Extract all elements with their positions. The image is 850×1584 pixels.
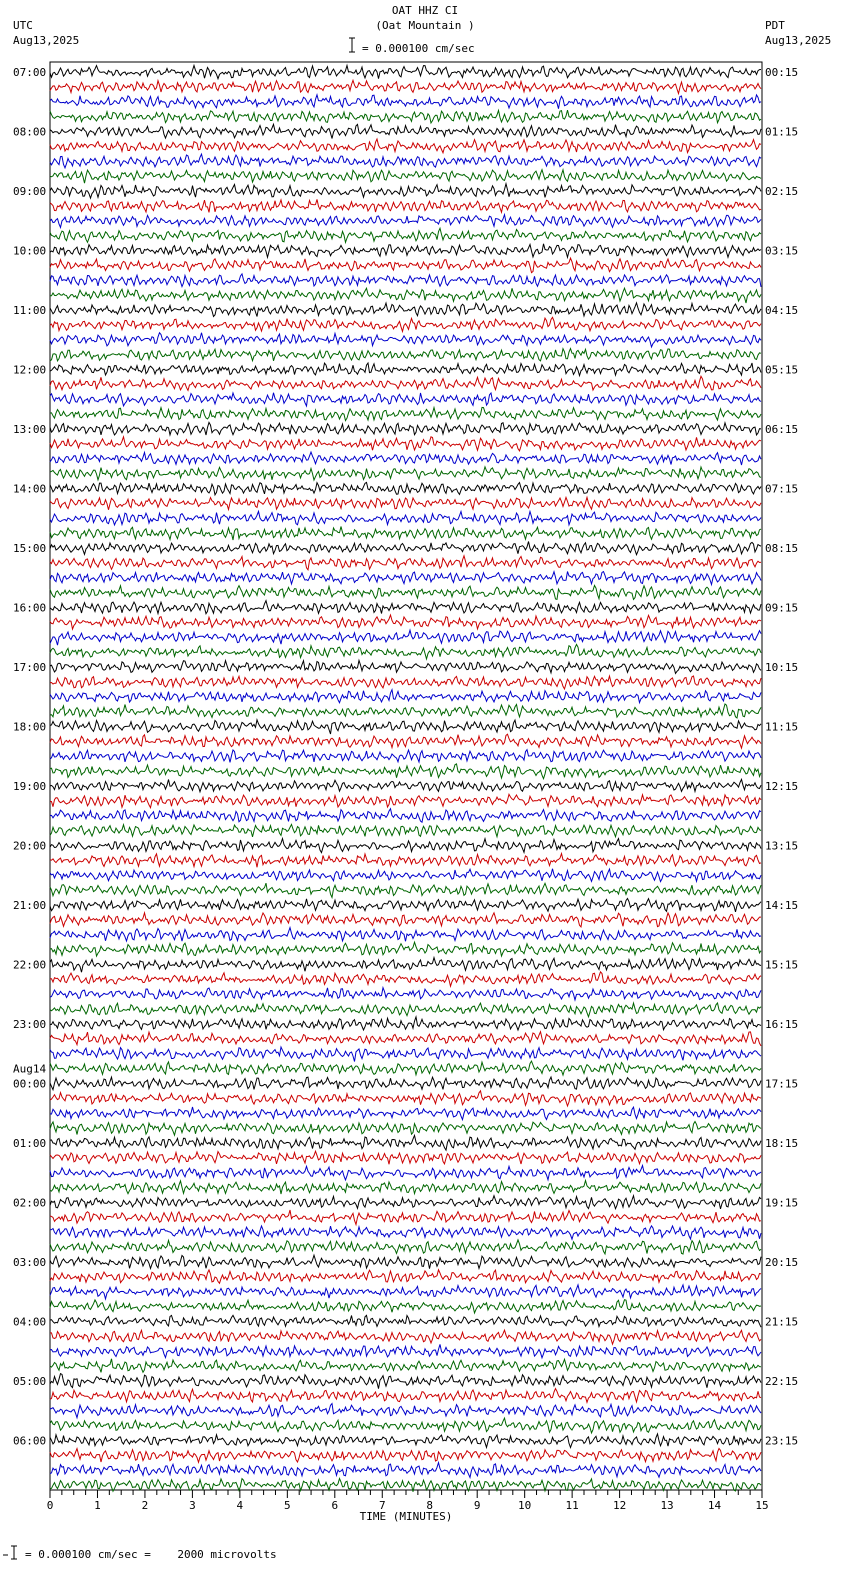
footer-scale-bar-icon bbox=[3, 1546, 17, 1559]
trace-line bbox=[50, 1270, 761, 1284]
trace-line bbox=[50, 1091, 761, 1106]
left-hour-label: 21:00 bbox=[13, 899, 47, 912]
x-tick-label: 10 bbox=[518, 1499, 532, 1512]
trace-line bbox=[50, 288, 761, 303]
left-hour-label: 17:00 bbox=[13, 661, 47, 674]
left-hour-label: 02:00 bbox=[13, 1196, 47, 1210]
right-hour-label: 11:15 bbox=[765, 720, 799, 734]
x-tick-label: 6 bbox=[331, 1499, 339, 1512]
left-hour-label: 15:00 bbox=[13, 542, 47, 555]
scale-label: = 0.000100 cm/sec bbox=[362, 42, 475, 55]
trace-line bbox=[50, 1389, 761, 1403]
trace-line bbox=[50, 1077, 761, 1090]
trace-line bbox=[50, 660, 761, 673]
trace-line bbox=[50, 95, 761, 109]
right-hour-label: 16:15 bbox=[765, 1018, 799, 1031]
trace-line bbox=[50, 437, 761, 451]
trace-line bbox=[50, 899, 761, 912]
trace-line bbox=[50, 869, 761, 882]
trace-line bbox=[50, 676, 761, 689]
trace-line bbox=[50, 809, 761, 823]
trace-line bbox=[50, 1061, 761, 1075]
trace-line bbox=[50, 170, 761, 183]
trace-line bbox=[50, 452, 761, 465]
trace-line bbox=[50, 1315, 761, 1327]
right-hour-label: 19:15 bbox=[765, 1196, 799, 1210]
trace-line bbox=[50, 988, 761, 1000]
trace-line bbox=[50, 542, 761, 555]
trace-line bbox=[50, 585, 761, 599]
trace-line bbox=[50, 497, 761, 509]
left-hour-label: 05:00 bbox=[13, 1375, 47, 1388]
right-hour-label: 04:15 bbox=[765, 304, 799, 317]
trace-line bbox=[50, 942, 761, 956]
trace-line bbox=[50, 1107, 761, 1120]
x-tick-label: 5 bbox=[284, 1499, 291, 1512]
trace-line bbox=[50, 422, 761, 435]
trace-line bbox=[50, 824, 761, 837]
left-hour-label: 00:00 bbox=[13, 1077, 47, 1091]
trace-line bbox=[50, 333, 761, 347]
left-hour-label: 22:00 bbox=[13, 958, 47, 972]
trace-line bbox=[50, 1135, 761, 1150]
right-hour-label: 14:15 bbox=[765, 899, 799, 912]
trace-line bbox=[50, 482, 761, 495]
trace-line bbox=[50, 124, 761, 138]
trace-line bbox=[50, 1210, 761, 1225]
left-timezone: UTC bbox=[13, 19, 33, 32]
trace-line bbox=[50, 349, 761, 361]
right-hour-label: 06:15 bbox=[765, 423, 799, 436]
left-hour-label: 14:00 bbox=[13, 482, 47, 496]
right-hour-label: 00:15 bbox=[765, 66, 799, 79]
trace-line bbox=[50, 928, 761, 942]
right-hour-label: 15:15 bbox=[765, 958, 799, 972]
trace-line bbox=[50, 1449, 761, 1463]
left-hour-label: 09:00 bbox=[13, 185, 47, 198]
right-hour-label: 03:15 bbox=[765, 244, 799, 258]
x-tick-label: 4 bbox=[236, 1499, 244, 1512]
trace-line bbox=[50, 720, 761, 734]
right-hour-label: 13:15 bbox=[765, 839, 799, 853]
right-hour-label: 02:15 bbox=[765, 185, 799, 198]
trace-line bbox=[50, 467, 761, 480]
left-hour-label: 13:00 bbox=[13, 423, 47, 436]
trace-line bbox=[50, 734, 761, 748]
trace-line bbox=[50, 199, 761, 212]
trace-line bbox=[50, 794, 761, 807]
trace-line bbox=[50, 572, 761, 585]
right-date: Aug13,2025 bbox=[765, 34, 832, 47]
trace-line bbox=[50, 393, 761, 406]
trace-line bbox=[50, 1434, 761, 1448]
trace-line bbox=[50, 376, 761, 390]
trace-line bbox=[50, 228, 761, 242]
trace-line bbox=[50, 1374, 761, 1389]
trace-line bbox=[50, 303, 761, 317]
trace-line bbox=[50, 244, 761, 257]
footer-scale-note: = 0.000100 cm/sec = 2000 microvolts bbox=[25, 1548, 277, 1561]
left-hour-label: 01:00 bbox=[13, 1137, 47, 1150]
right-hour-label: 05:15 bbox=[765, 363, 799, 377]
x-tick-label: 9 bbox=[473, 1499, 481, 1512]
x-tick-label: 13 bbox=[660, 1499, 674, 1512]
x-tick-label: 7 bbox=[378, 1499, 386, 1512]
left-date: Aug13,2025 bbox=[13, 34, 80, 47]
left-hour-label: 10:00 bbox=[13, 244, 47, 258]
trace-line bbox=[50, 66, 761, 79]
right-hour-label: 17:15 bbox=[765, 1077, 799, 1091]
trace-line bbox=[50, 1196, 761, 1209]
x-tick-label: 8 bbox=[426, 1499, 434, 1512]
trace-line bbox=[50, 854, 761, 868]
trace-line bbox=[50, 704, 761, 718]
station-title: OAT HHZ CI bbox=[391, 4, 459, 17]
x-axis-label: TIME (MINUTES) bbox=[359, 1510, 453, 1523]
trace-line bbox=[50, 1047, 761, 1062]
x-tick-label: 14 bbox=[707, 1499, 722, 1512]
trace-line bbox=[50, 317, 761, 331]
trace-line bbox=[50, 1151, 761, 1164]
trace-line bbox=[50, 1017, 761, 1030]
trace-line bbox=[50, 1330, 761, 1344]
trace-line bbox=[50, 1122, 761, 1136]
trace-line bbox=[50, 154, 761, 168]
right-hour-label: 12:15 bbox=[765, 780, 799, 793]
station-location: (Oat Mountain ) bbox=[375, 19, 475, 32]
trace-line bbox=[50, 615, 761, 629]
left-hour-label: 23:00 bbox=[13, 1018, 47, 1031]
right-hour-label: 23:15 bbox=[765, 1434, 799, 1448]
trace-line bbox=[50, 644, 761, 659]
trace-line bbox=[50, 958, 761, 973]
left-hour-label: 03:00 bbox=[13, 1256, 47, 1269]
trace-line bbox=[50, 215, 761, 228]
trace-line bbox=[50, 274, 761, 287]
x-tick-label: 3 bbox=[189, 1499, 196, 1512]
right-hour-label: 07:15 bbox=[765, 482, 799, 496]
trace-line bbox=[50, 139, 761, 153]
left-hour-label: 04:00 bbox=[13, 1315, 47, 1329]
trace-line bbox=[50, 630, 761, 645]
right-hour-label: 10:15 bbox=[765, 661, 799, 674]
trace-line bbox=[50, 184, 761, 198]
trace-line bbox=[50, 1032, 761, 1046]
x-tick-label: 15 bbox=[755, 1499, 769, 1512]
right-hour-label: 20:15 bbox=[765, 1256, 799, 1269]
trace-line bbox=[50, 1240, 761, 1254]
trace-line bbox=[50, 972, 761, 986]
scale-bar-icon bbox=[349, 38, 355, 52]
left-hour-label: 11:00 bbox=[13, 304, 47, 317]
trace-line bbox=[50, 839, 761, 853]
x-tick-label: 2 bbox=[141, 1499, 149, 1512]
left-day-change-label: Aug14 bbox=[13, 1062, 47, 1076]
trace-line bbox=[50, 883, 761, 897]
trace-line bbox=[50, 1418, 761, 1433]
left-hour-label: 16:00 bbox=[13, 601, 47, 615]
trace-line bbox=[50, 1226, 761, 1239]
left-hour-label: 20:00 bbox=[13, 839, 47, 853]
trace-line bbox=[50, 1300, 761, 1313]
right-hour-label: 08:15 bbox=[765, 542, 799, 555]
trace-line bbox=[50, 527, 761, 541]
trace-line bbox=[50, 258, 761, 273]
right-timezone: PDT bbox=[765, 19, 785, 32]
trace-line bbox=[50, 511, 761, 525]
trace-line bbox=[50, 407, 761, 420]
trace-line bbox=[50, 779, 761, 791]
trace-line bbox=[50, 1285, 761, 1299]
trace-line bbox=[50, 601, 761, 614]
trace-line bbox=[50, 764, 761, 779]
trace-line bbox=[50, 1404, 761, 1418]
left-hour-label: 12:00 bbox=[13, 363, 47, 377]
trace-line bbox=[50, 80, 761, 93]
trace-line bbox=[50, 1463, 761, 1478]
left-hour-label: 06:00 bbox=[13, 1434, 47, 1448]
trace-line bbox=[50, 913, 761, 927]
left-hour-label: 18:00 bbox=[13, 720, 47, 734]
trace-line bbox=[50, 110, 761, 123]
right-hour-label: 01:15 bbox=[765, 125, 799, 139]
right-hour-label: 22:15 bbox=[765, 1375, 799, 1388]
trace-line bbox=[50, 1255, 761, 1268]
trace-line bbox=[50, 1003, 761, 1017]
right-hour-label: 21:15 bbox=[765, 1315, 799, 1329]
left-hour-label: 07:00 bbox=[13, 66, 47, 79]
trace-line bbox=[50, 1181, 761, 1195]
trace-line bbox=[50, 1359, 761, 1373]
trace-line bbox=[50, 556, 761, 570]
x-tick-label: 0 bbox=[46, 1499, 54, 1512]
trace-line bbox=[50, 750, 761, 763]
left-hour-label: 19:00 bbox=[13, 780, 47, 793]
x-tick-label: 1 bbox=[94, 1499, 101, 1512]
trace-line bbox=[50, 690, 761, 703]
left-hour-label: 08:00 bbox=[13, 125, 47, 139]
right-hour-label: 09:15 bbox=[765, 601, 799, 615]
trace-line bbox=[50, 1166, 761, 1180]
right-hour-label: 18:15 bbox=[765, 1137, 799, 1150]
trace-line bbox=[50, 363, 761, 376]
x-tick-label: 12 bbox=[612, 1499, 627, 1512]
trace-line bbox=[50, 1344, 761, 1357]
x-tick-label: 11 bbox=[565, 1499, 579, 1512]
